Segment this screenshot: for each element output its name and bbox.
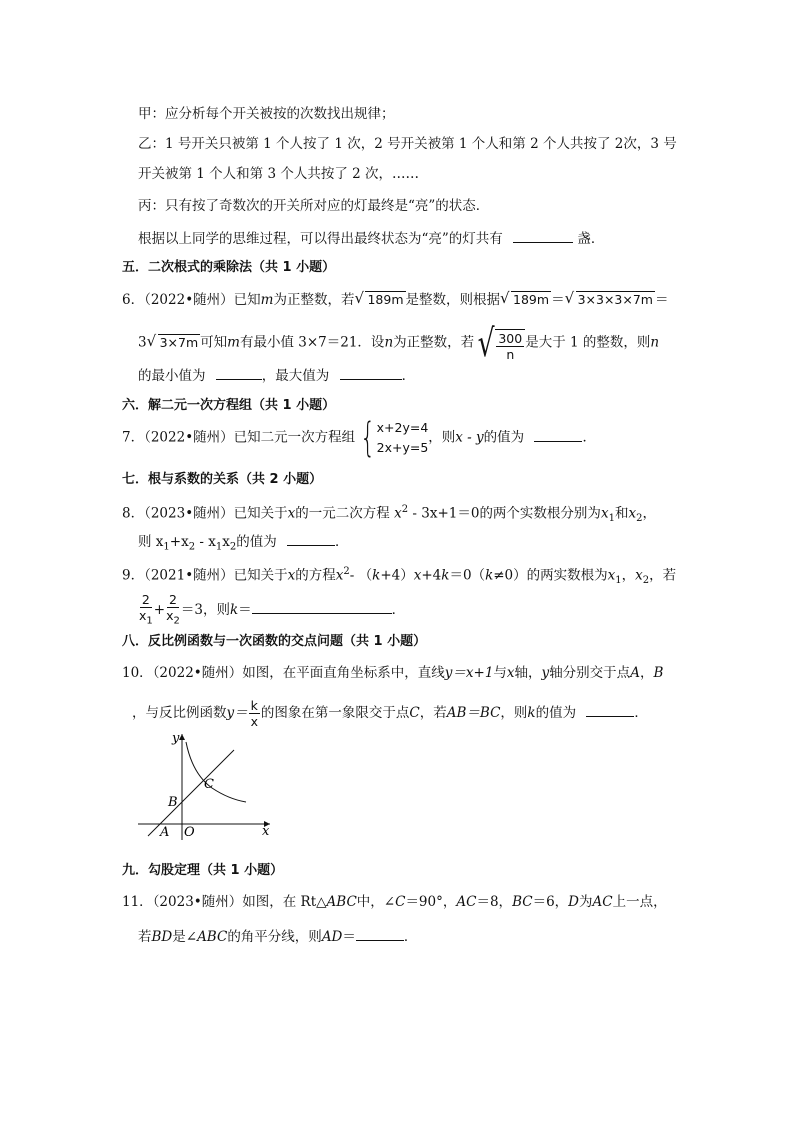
q11-text: ＝ (342, 929, 356, 945)
sqrt-expression (147, 333, 201, 353)
q8-text: ， (642, 505, 656, 522)
label-o: O (184, 825, 195, 840)
numerator: 2 (169, 592, 177, 607)
expression: x - y (455, 429, 484, 446)
q7-text: 的值为 (483, 429, 525, 446)
q6-text: 是大于 1 的整数，则 (525, 334, 651, 351)
q6-text: 的最小值为 (138, 368, 206, 384)
var-k: k (441, 567, 450, 584)
q9-line1: 9．（2021•随州）已知关于x的方程$x^2-$ （k+4）x+4k＝0（k≠0）的两实数根为$x_1$，$x_2$，若 (122, 566, 677, 587)
sqrt-expression (500, 290, 551, 310)
hyperbola-curve (186, 742, 246, 802)
point-c: C (395, 894, 406, 910)
numerator: k (250, 698, 258, 713)
p5-conclusion (138, 227, 604, 249)
equation-1: x+2y=4 (376, 420, 429, 435)
q11-text: ＝6， (532, 894, 569, 910)
fraction (249, 698, 260, 729)
var-m: m (227, 334, 240, 351)
coefficient: 3 (138, 334, 147, 351)
q6-text: 为正整数，若 (393, 334, 475, 351)
sqrt-fraction: √ $\frac{300}{n}$ (474, 324, 525, 362)
label-b: B (168, 795, 178, 810)
label-c: C (204, 777, 214, 792)
q11-line2 (138, 925, 417, 947)
p5-jia: 甲：应分析每个开关被按的次数找出规律； (138, 106, 395, 122)
section-heading-5: 五．二次根式的乘除法（共 1 小题） (122, 260, 336, 275)
section-heading-6: 六．解二元一次方程组（共 1 小题） (122, 398, 336, 413)
condition: AB＝BC (446, 705, 501, 721)
q11-text: 中，∠ (356, 894, 396, 910)
answer-blank[interactable] (356, 925, 404, 941)
question-number: 11． (122, 894, 153, 910)
period: ． (403, 929, 418, 945)
segment-bd: BD (151, 929, 173, 945)
q8-text: 和 (614, 505, 629, 522)
var-x: x (413, 567, 422, 584)
q11-text: 是∠ (172, 929, 198, 945)
fraction: $\frac{2}{x_2}$ (166, 592, 180, 627)
q10-figure (132, 728, 282, 843)
segment-bc: BC (512, 894, 533, 910)
q6-line1 (122, 290, 669, 310)
function-expression: y＝ (226, 705, 248, 721)
question-source: （2023•随州） (152, 894, 243, 910)
question-number: 9． (122, 567, 145, 584)
q9-text: +4） (380, 567, 414, 584)
q9-text: +4 (421, 567, 442, 584)
q11-text: 上一点， (612, 894, 667, 910)
q6-text: 可知 (200, 334, 228, 351)
period: ． (335, 534, 349, 550)
q6-text: 为正整数，若 (273, 292, 355, 308)
q10-line1: 10．（2022•随州）如图，在平面直角坐标系中，直线y＝x+1与x轴，y轴分别交于点A，B (122, 665, 664, 681)
q10-text: 轴， (514, 665, 542, 681)
q6-text: 已知 (233, 292, 261, 308)
question-number: 6． (122, 292, 145, 308)
q9-text: ＝3，则 (180, 601, 230, 618)
q11-text: ＝8， (476, 894, 513, 910)
q10-text: 如图，在平面直角坐标系中，直线 (242, 665, 445, 681)
q10-text: 的值为 (535, 705, 577, 721)
question-source: （2022•随州） (144, 292, 234, 308)
question-source: （2022•随州） (144, 429, 234, 446)
var-k: k (527, 705, 536, 721)
fraction (496, 331, 524, 362)
var-k: k (485, 567, 494, 584)
answer-blank[interactable] (252, 598, 392, 614)
sqrt-expression (565, 290, 655, 310)
q6-line3 (138, 364, 415, 386)
answer-blank-min[interactable] (216, 364, 262, 380)
answer-blank-max[interactable] (340, 364, 402, 380)
section-heading-9: 九．勾股定理（共 1 小题） (122, 863, 284, 878)
equals-sign: ＝ (655, 292, 669, 308)
answer-blank[interactable] (513, 227, 573, 243)
answer-blank[interactable] (534, 426, 582, 442)
q9-line2 (138, 592, 405, 629)
q8-text: 的值为 (236, 534, 277, 550)
segment-ac: AC (592, 894, 613, 910)
q10-text: ，若 (419, 705, 447, 721)
question-source: （2022•随州） (152, 665, 243, 681)
q10-line2 (132, 698, 648, 729)
question-source: （2023•随州） (144, 505, 234, 522)
var-k: k (372, 567, 381, 584)
point-d: D (568, 894, 579, 910)
var-y: y (541, 665, 550, 681)
q10-text: 的图象在第一象限交于点 (260, 705, 410, 721)
p5-yi-line2: 开关被第 1 个人和第 3 个人共按了 2 次，…… (138, 166, 420, 182)
q8-text: 的一元二次方程 (295, 505, 390, 522)
var-x: x (287, 567, 296, 584)
period: ． (634, 705, 648, 721)
denominator: x (250, 714, 258, 729)
label-a: A (160, 825, 170, 840)
q10-text: 与 (493, 665, 507, 681)
fraction: $\frac{2}{x_1}$ (139, 592, 153, 627)
plus-sign: + (153, 601, 166, 618)
q9-text: - （ (349, 567, 373, 584)
q11-text: 的角平分线，则 (227, 929, 322, 945)
var-x: x (287, 505, 296, 522)
equation-system: { x+2y=4 2x+y=5 (360, 415, 429, 461)
period: ． (401, 368, 416, 384)
q9-text: ，若 (649, 567, 677, 584)
sqrt-expression (354, 290, 405, 310)
q8-text: 的两个实数根分别为 (479, 505, 601, 522)
point-c: C (409, 705, 420, 721)
var-n: n (650, 334, 660, 351)
q6-text: ，最大值为 (261, 368, 330, 384)
q9-text: 已知关于 (233, 567, 288, 584)
p5-unit: 盏． (577, 231, 605, 247)
p5-bing: 丙：只有按了奇数次的开关所对应的灯最终是“亮”的状态． (138, 198, 490, 214)
q10-text: ，与反比例函数 (132, 705, 227, 721)
label-y: y (172, 731, 180, 746)
radicand: 3×7m (159, 334, 199, 350)
q11-text: 如图，在 Rt△ (242, 894, 327, 910)
q8-line1: 8．（2023•随州）已知关于x的一元二次方程 $x^2 - 3x+1=0$的两个实数根分别为$x_1$和$x_2$， (122, 504, 656, 525)
q7-line1 (122, 415, 596, 461)
label-x: x (262, 824, 270, 839)
question-number: 8． (122, 505, 145, 522)
q9-text: ≠0）的两实数根为 (493, 567, 608, 584)
answer-blank[interactable] (586, 701, 634, 717)
question-source: （2021•随州） (144, 567, 234, 584)
radicand: 3×3×3×7m (577, 292, 653, 307)
equals-sign: ＝ (551, 292, 565, 308)
q10-text: 轴分别交于点 (549, 665, 631, 681)
q11-text: 若 (138, 929, 152, 945)
q8-text: 则 (138, 534, 152, 550)
q11-text: ＝90°， (405, 894, 457, 910)
q6-text: 是整数，则根据 (405, 292, 501, 308)
q8-text: 已知关于 (233, 505, 288, 522)
equation-2: 2x+y=5 (376, 440, 429, 455)
q9-text: ＝ (238, 601, 252, 618)
q9-text: 的方程 (295, 567, 336, 584)
period: ． (391, 601, 406, 618)
section-heading-8: 八．反比例函数与一次函数的交点问题（共 1 小题） (122, 634, 427, 649)
p5-yi-line1: 乙：1 号开关只被第 1 个人按了 1 次，2 号开关被第 1 个人和第 2 个人共按了 2次，3 号 (138, 136, 677, 152)
section-heading-7: 七．根与系数的关系（共 2 小题） (122, 472, 323, 487)
segment-ad: AD (321, 929, 343, 945)
question-number: 10． (122, 665, 153, 681)
point-a: A (630, 665, 640, 681)
question-number: 7． (122, 429, 145, 446)
equation: - 3x+1＝0 (412, 505, 480, 522)
radicand: 189m (367, 292, 404, 307)
segment-ac: AC (456, 894, 477, 910)
period: ． (582, 429, 596, 446)
numerator: 2 (141, 592, 150, 607)
triangle-name: ABC (326, 894, 357, 910)
q6-text: 有最小值 3×7＝21．设 (239, 334, 385, 351)
q10-text: ，则 (500, 705, 528, 721)
q6-line2 (138, 321, 660, 365)
angle-abc: ABC (197, 929, 228, 945)
denominator: n (506, 347, 515, 362)
var-k: k (229, 601, 239, 618)
radicand: 189m (513, 292, 550, 307)
var-x: x (506, 665, 515, 681)
q11-text: 为 (579, 894, 593, 910)
line-equation: y＝x+1 (444, 665, 494, 681)
answer-blank[interactable] (287, 530, 335, 546)
p5-conclusion-text: 根据以上同学的思维过程，可以得出最终状态为“亮”的灯共有 (138, 231, 503, 247)
var-m: m (260, 292, 274, 308)
q11-line1 (122, 892, 667, 912)
var-n: n (384, 334, 394, 351)
q8-line2: 则 $x_1+x_2 - x_1x_2$的值为 ． (138, 530, 349, 558)
numerator: 300 (498, 331, 523, 346)
q7-text: 已知二元一次方程组 (233, 429, 356, 446)
q9-text: ＝0（ (449, 567, 486, 584)
q7-text: ，则 (428, 429, 456, 446)
point-b: B (653, 665, 664, 681)
